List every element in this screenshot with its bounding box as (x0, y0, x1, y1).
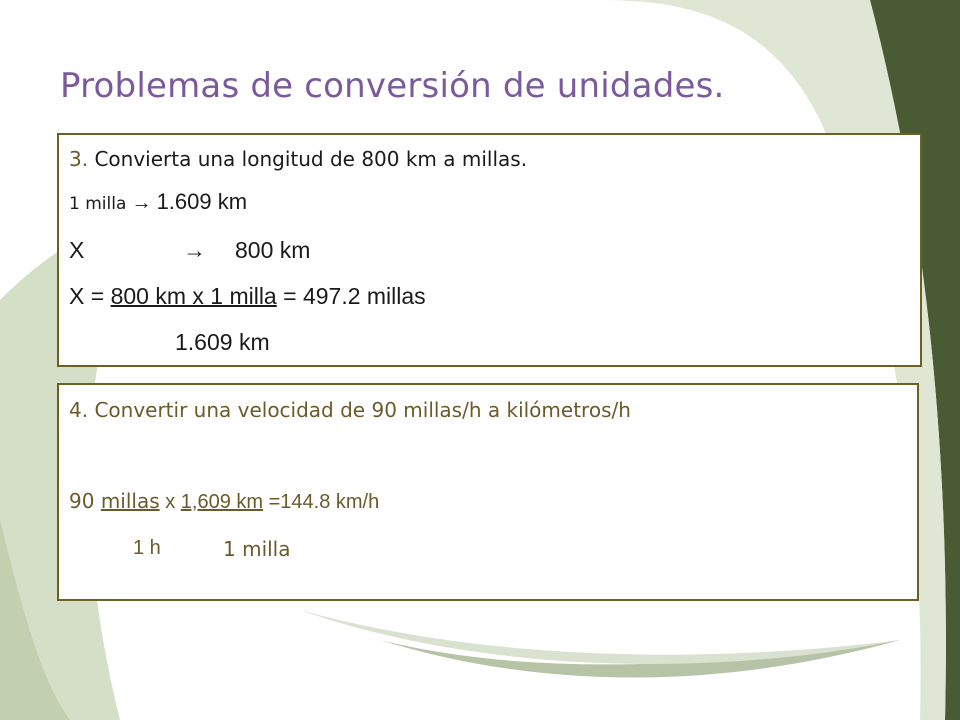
problem-4-statement: 4. Convertir una velocidad de 90 millas/h a kilómetros/h (69, 398, 631, 422)
problem-4-box (57, 383, 919, 601)
problem-3-statement (69, 147, 527, 171)
target-km-value: 800 km (235, 237, 311, 263)
one-mile-label: 1 milla (69, 194, 127, 214)
x-label: X (69, 237, 85, 263)
equation-numerator: 800 km x 1 milla (110, 283, 277, 309)
problem-3-box (57, 133, 922, 367)
equation-velocity-result: =144.8 km/h (263, 491, 380, 513)
arrow-icon: → (131, 192, 152, 214)
conversion-factor-line (69, 189, 247, 215)
arrow-icon: → (183, 237, 206, 263)
equation-part-90: 90 (69, 489, 101, 513)
denominator-1-milla: 1 milla (223, 537, 291, 561)
equation-factor: 1,609 km (180, 491, 264, 513)
denominator-1h: 1 h (133, 537, 161, 559)
equation-millas: millas (100, 489, 160, 513)
problem-3-number: 3. (69, 147, 89, 171)
km-equivalent: 1.609 km (156, 189, 248, 214)
slide-title: Problemas de conversión de unidades. (60, 66, 725, 106)
problem-3-statement-text: Convierta una longitud de 800 km a millas. (94, 147, 528, 171)
equation-prefix: X = (69, 283, 111, 309)
equation-denominator: 1.609 km (175, 329, 270, 355)
equation-line (69, 283, 426, 310)
equation-times: x (159, 491, 181, 513)
equation-result: = 497.2 millas (276, 283, 426, 309)
velocity-equation (69, 489, 379, 514)
